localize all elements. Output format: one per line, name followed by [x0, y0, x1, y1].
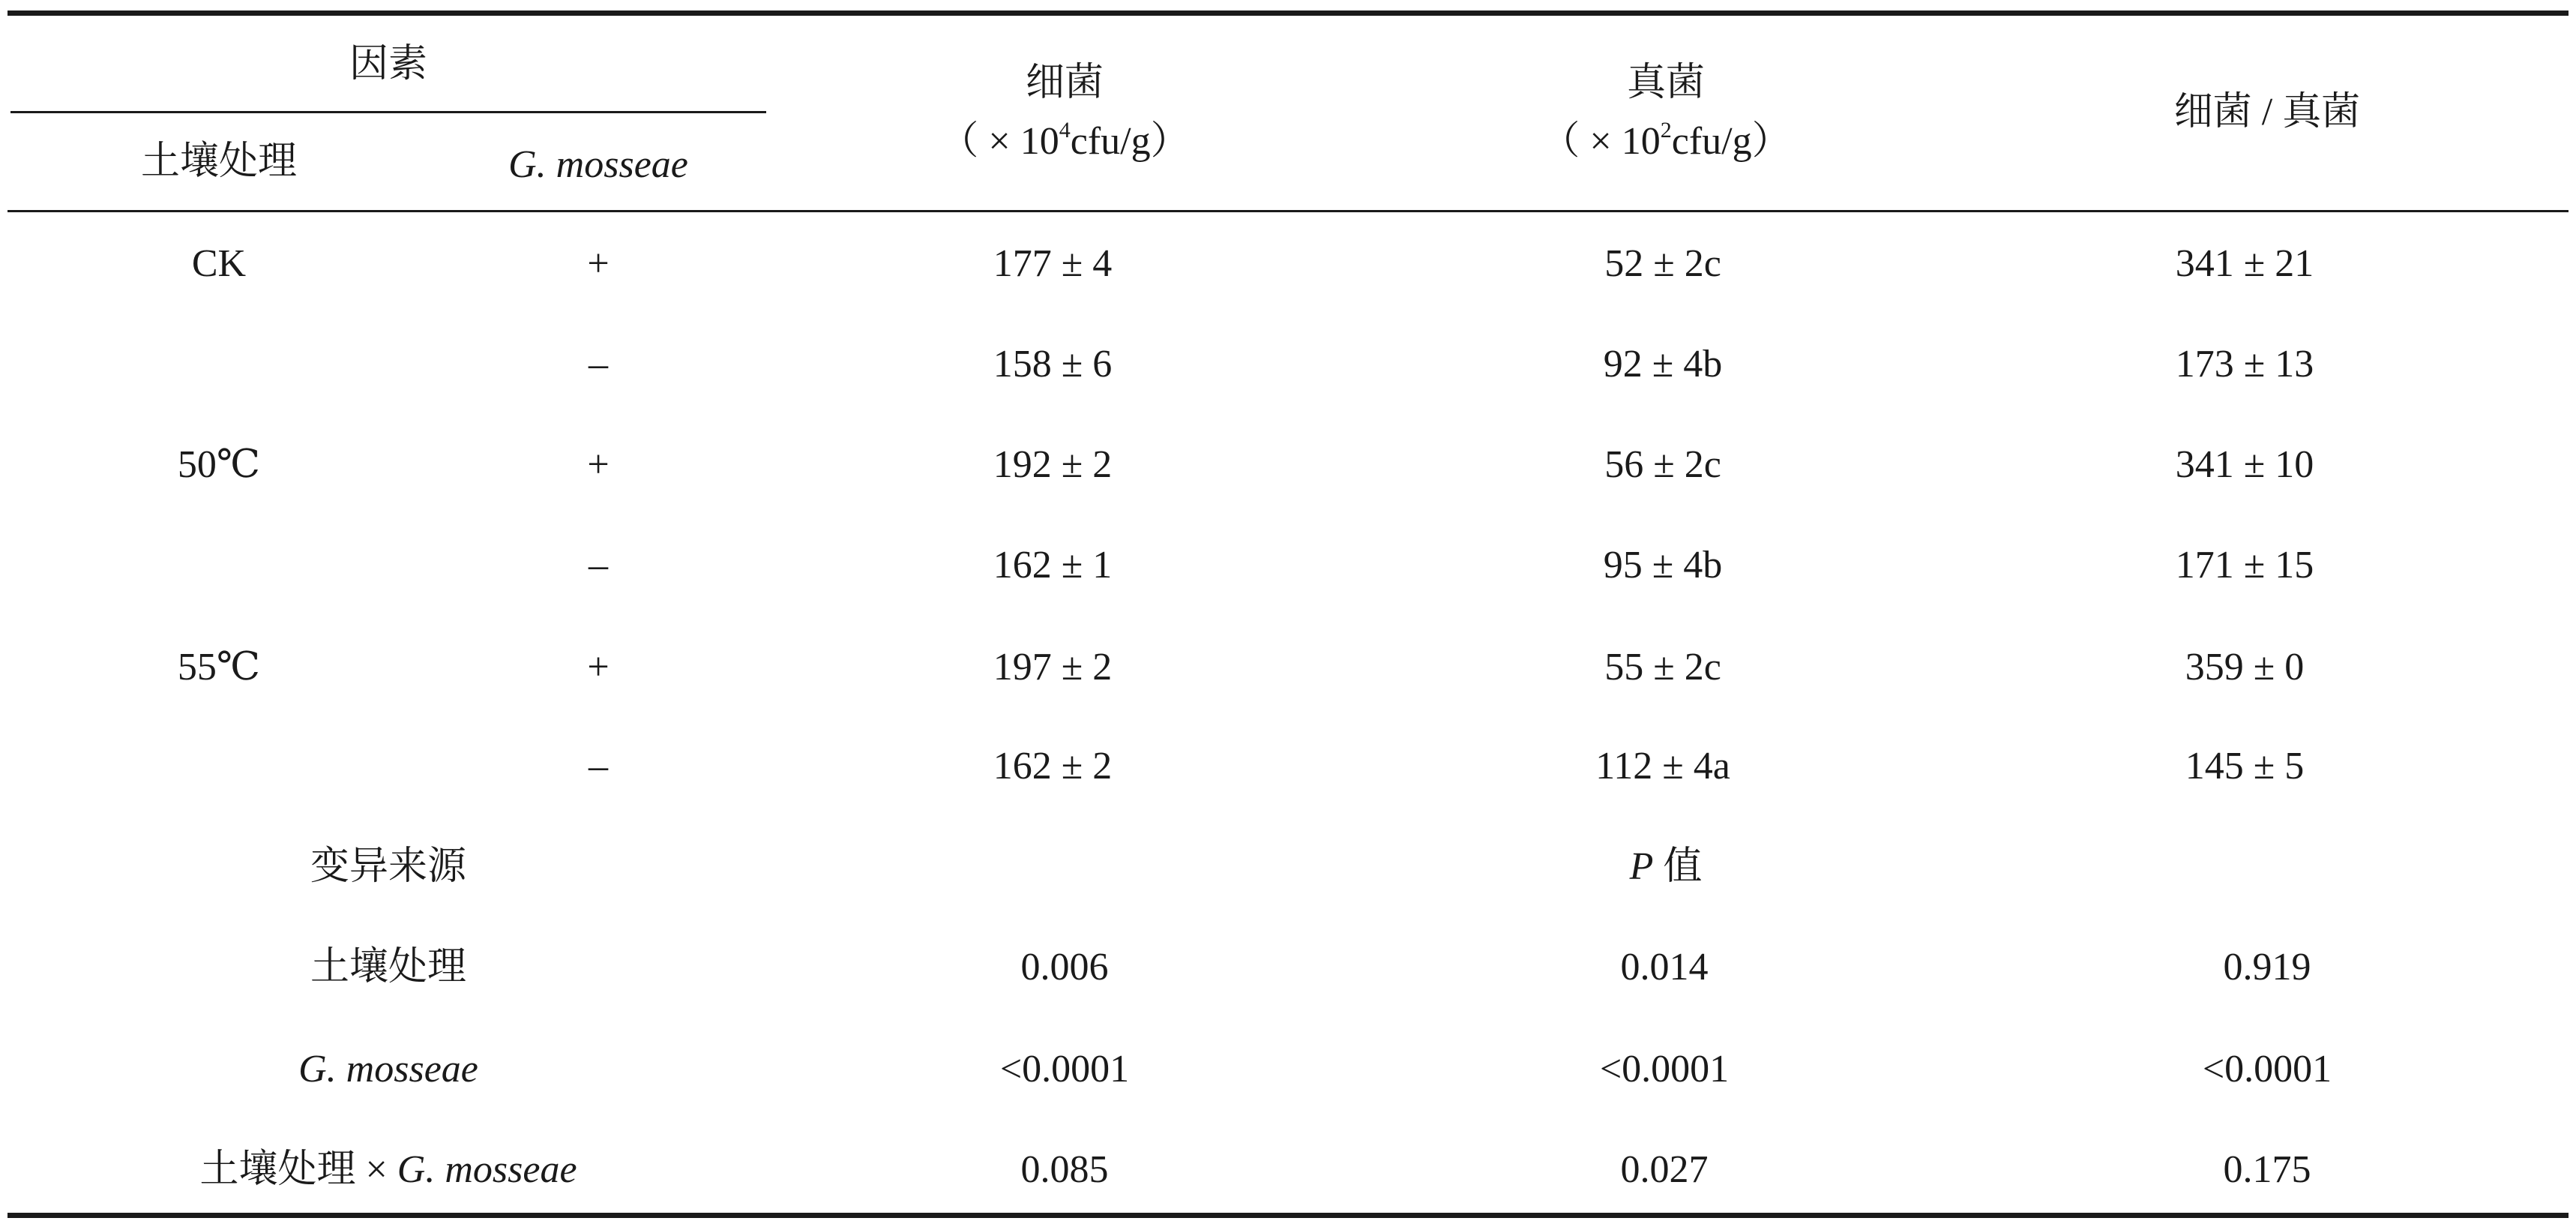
header-ratio: 细菌 / 真菌: [2173, 91, 2361, 134]
row-soil: 50℃: [177, 443, 261, 486]
row-ratio: 171 ± 15: [2175, 544, 2314, 586]
factor-subrule: [10, 111, 766, 113]
anova-source-label: 变异来源: [310, 845, 467, 888]
anova-source: 土壤处理 × G. mosseae: [199, 1148, 577, 1191]
anova-fungi: 0.027: [1620, 1148, 1709, 1191]
anova-ratio: <0.0001: [2202, 1048, 2332, 1090]
anova-ratio: 0.175: [2223, 1148, 2311, 1191]
anova-source: G. mosseae: [298, 1048, 478, 1090]
row-fungi: 92 ± 4b: [1603, 343, 1723, 386]
row-gm: –: [589, 745, 608, 788]
row-gm: +: [587, 443, 610, 486]
row-gm: –: [589, 343, 608, 386]
row-fungi: 56 ± 2c: [1604, 443, 1721, 486]
row-fungi: 112 ± 4a: [1595, 745, 1730, 788]
row-soil: CK: [191, 242, 247, 285]
anova-bacteria: <0.0001: [999, 1048, 1130, 1090]
anova-fungi: 0.014: [1620, 946, 1709, 988]
header-factor: 因素: [349, 43, 428, 86]
header-bacteria-label: 细菌: [1025, 62, 1104, 104]
anova-p-label: P 值: [1629, 845, 1703, 888]
row-bacteria: 192 ± 2: [993, 443, 1113, 486]
row-gm: +: [587, 646, 610, 688]
header-bacteria-unit: （ × $10^4cfu/g$）: [939, 118, 1190, 163]
header-g-mosseae: G. mosseae: [508, 143, 688, 186]
row-bacteria: 177 ± 4: [993, 242, 1113, 285]
row-ratio: 145 ± 5: [2185, 745, 2305, 788]
row-bacteria: 162 ± 2: [993, 745, 1113, 788]
row-ratio: 359 ± 0: [2185, 646, 2305, 688]
row-soil: 55℃: [177, 646, 261, 688]
row-ratio: 341 ± 10: [2175, 443, 2314, 486]
top-rule: [7, 10, 2569, 16]
row-bacteria: 197 ± 2: [993, 646, 1113, 688]
bottom-rule: [7, 1213, 2569, 1218]
row-ratio: 173 ± 13: [2175, 343, 2314, 386]
header-fungi: [1541, 64, 1790, 161]
anova-source: 土壤处理: [310, 946, 467, 988]
header-bacteria: [939, 64, 1189, 161]
header-rule: [7, 210, 2569, 212]
row-fungi: 55 ± 2c: [1604, 646, 1721, 688]
row-bacteria: 158 ± 6: [993, 343, 1113, 386]
anova-bacteria: 0.085: [1020, 1148, 1109, 1191]
header-soil-treatment: 土壤处理: [140, 140, 298, 183]
anova-ratio: 0.919: [2223, 946, 2311, 988]
row-fungi: 52 ± 2c: [1604, 242, 1721, 285]
row-ratio: 341 ± 21: [2175, 242, 2314, 285]
row-fungi: 95 ± 4b: [1603, 544, 1723, 586]
header-fungi-unit: （ × $10^2cfu/g$）: [1541, 118, 1791, 163]
row-gm: –: [589, 544, 608, 586]
row-gm: +: [587, 242, 610, 285]
row-bacteria: 162 ± 1: [993, 544, 1113, 586]
header-fungi-label: 真菌: [1626, 62, 1705, 104]
anova-bacteria: 0.006: [1020, 946, 1109, 988]
anova-fungi: <0.0001: [1599, 1048, 1730, 1090]
